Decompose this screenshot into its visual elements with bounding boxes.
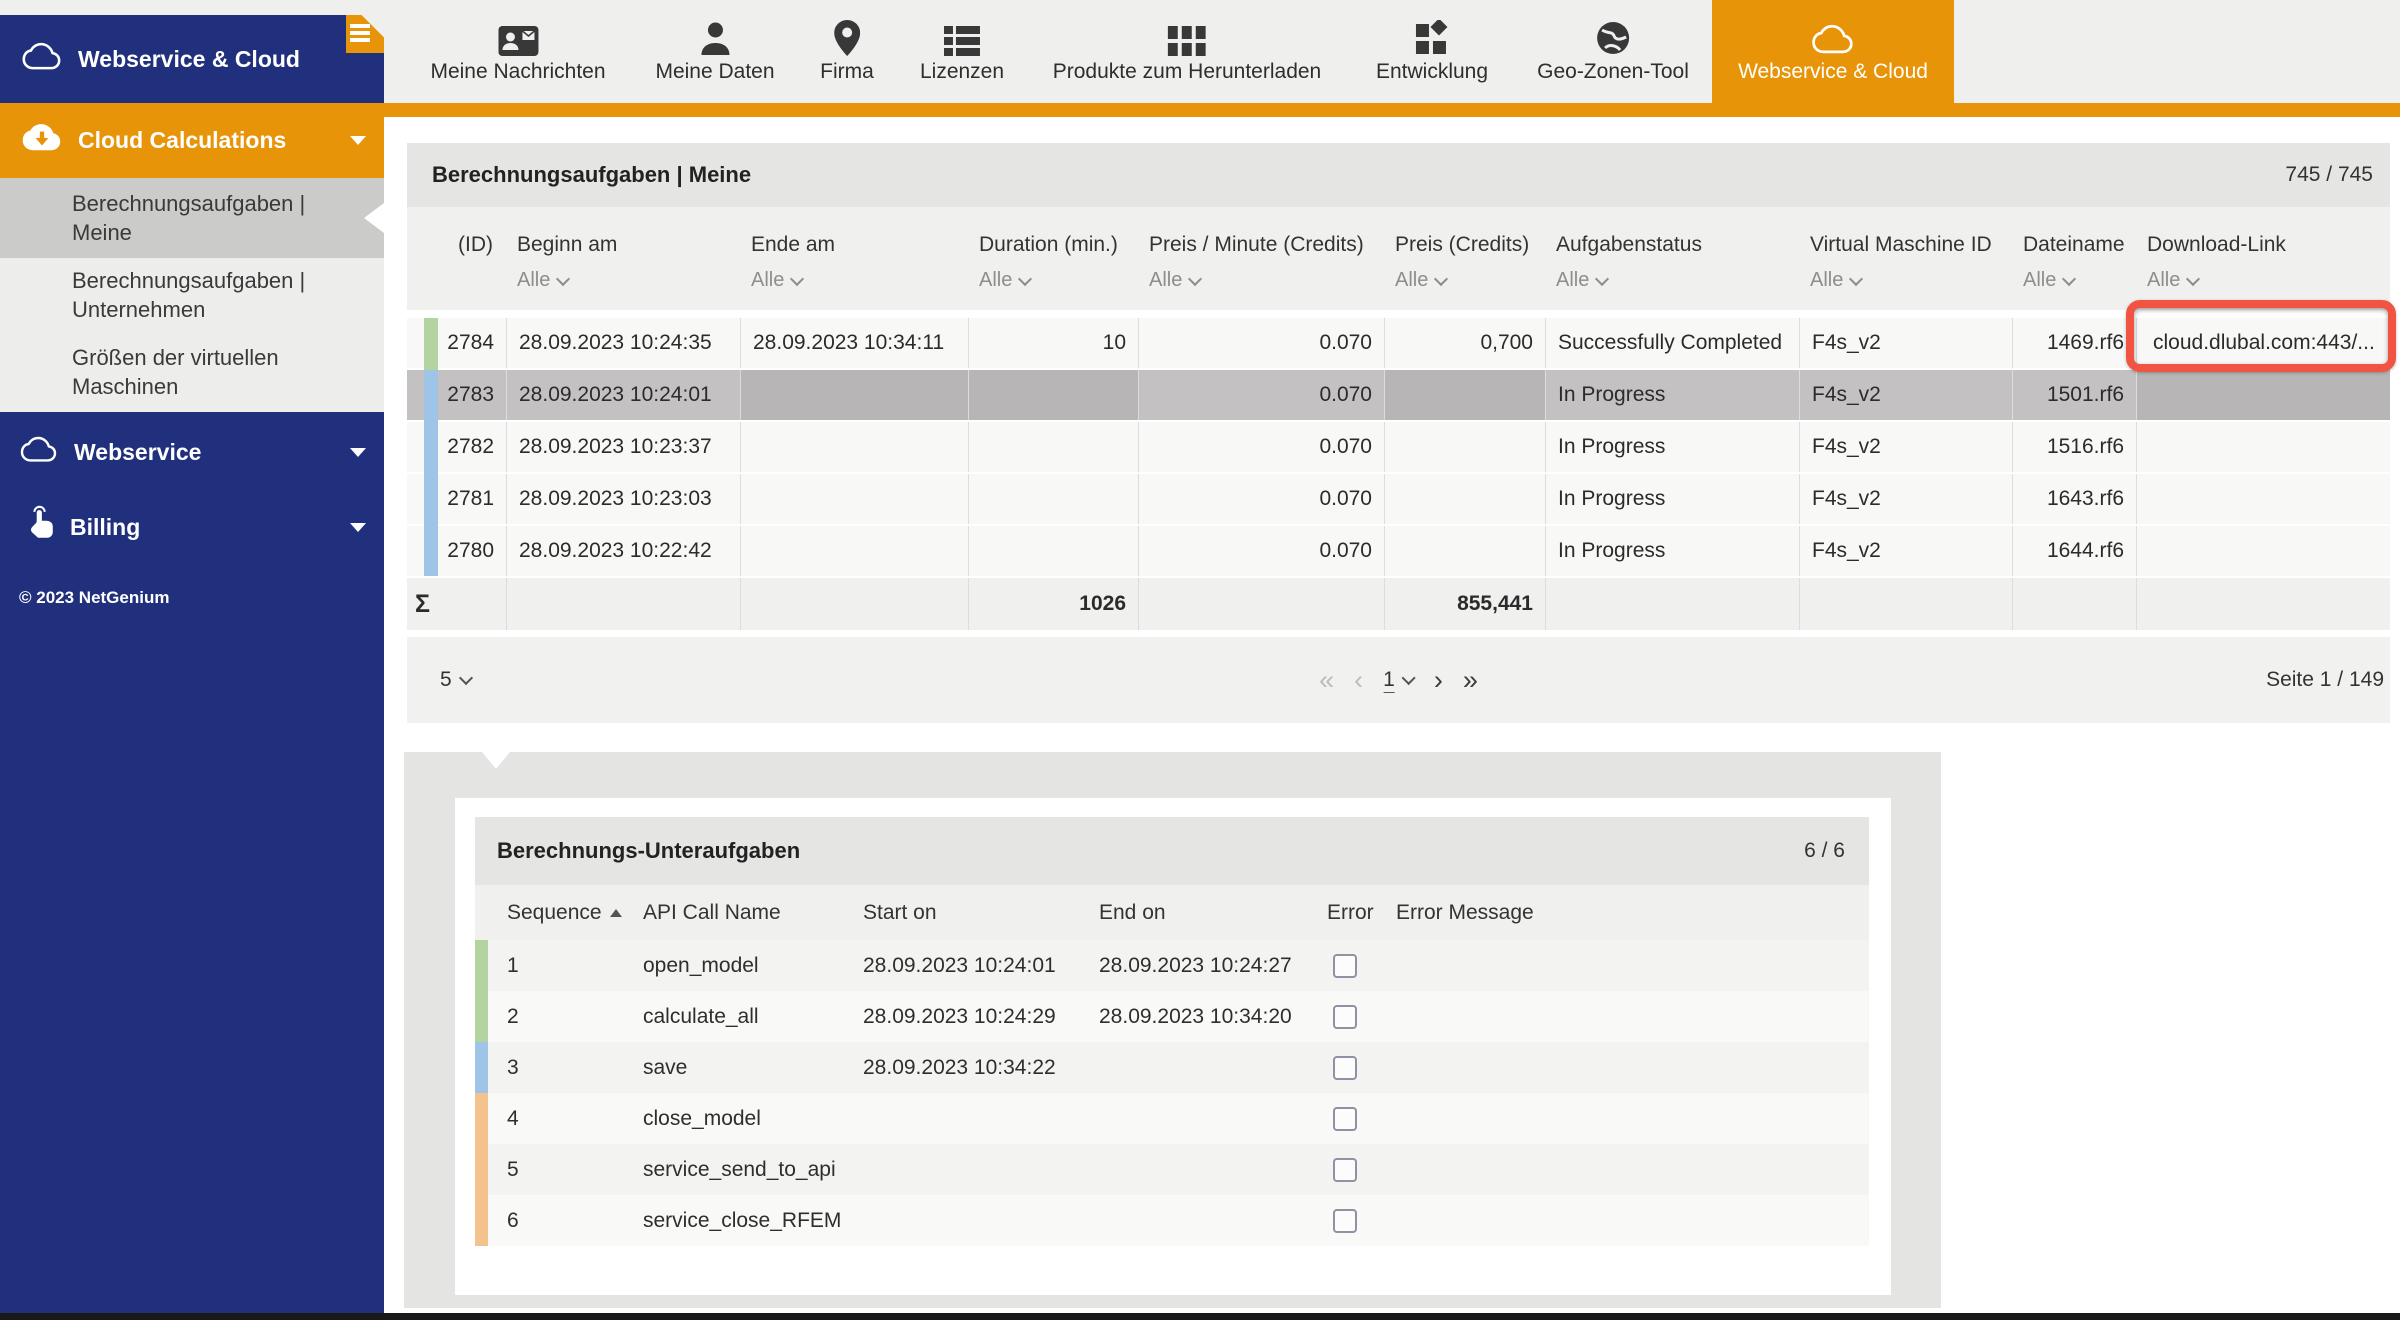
cell-begin: 28.09.2023 10:24:01: [507, 370, 741, 420]
error-checkbox[interactable]: [1333, 1209, 1357, 1233]
sidebar-top-gap: [0, 0, 384, 15]
column-header[interactable]: API Call Name: [643, 901, 781, 924]
filter-dropdown[interactable]: Alle: [2023, 269, 2137, 292]
cell-begin: 28.09.2023 10:22:42: [507, 526, 741, 576]
cell-sequence: 3: [507, 1056, 519, 1079]
nav-item-entwicklung[interactable]: [1376, 12, 1488, 84]
cell-error-message: [1396, 991, 1869, 1042]
table-row[interactable]: [407, 474, 2390, 524]
column-header: Duration (min.): [979, 233, 1118, 256]
nav-item-lizenzen[interactable]: [920, 12, 1004, 84]
sidebar-item-label-line1: Berechnungsaufgaben |: [72, 268, 306, 293]
cell-duration: [969, 422, 1139, 472]
prev-page-button[interactable]: ‹: [1354, 664, 1364, 695]
cell-duration: [969, 474, 1139, 524]
column-header: Virtual Maschine ID: [1810, 233, 1992, 256]
sidebar-item-label: Cloud Calculations: [78, 127, 287, 153]
cell-start-on: 28.09.2023 10:34:22: [863, 1056, 1056, 1079]
chevron-down-icon: [1018, 271, 1032, 285]
sidebar-item-billing[interactable]: [0, 493, 384, 561]
subtasks-panel: [404, 752, 1941, 1308]
column-header: Beginn am: [517, 233, 618, 256]
cell-filename: 1501.rf6: [2013, 370, 2137, 420]
filter-dropdown[interactable]: Alle: [751, 269, 969, 292]
sidebar-item-cloud-calculations[interactable]: [0, 103, 384, 178]
column-header: (ID): [458, 233, 493, 256]
widgets-icon: [1376, 12, 1488, 56]
cloud-icon: [20, 436, 58, 469]
cell-status: In Progress: [1546, 526, 1800, 576]
error-checkbox[interactable]: [1333, 1107, 1357, 1131]
row-status-bar: [424, 422, 438, 474]
subtable-count: 6 / 6: [1804, 839, 1845, 862]
list-item[interactable]: [475, 940, 1869, 991]
sum-sigma: Σ: [407, 578, 507, 630]
cell-price: [1385, 422, 1546, 472]
cell-price: [1385, 370, 1546, 420]
hand-pointer-icon: [26, 505, 54, 550]
sidebar: [0, 15, 384, 1313]
nav-label: Geo-Zonen-Tool: [1537, 60, 1689, 83]
cell-api-call: service_close_RFEM: [643, 1209, 842, 1232]
nav-label: Meine Daten: [655, 60, 775, 83]
cell-begin: 28.09.2023 10:23:03: [507, 474, 741, 524]
column-header: Preis / Minute (Credits): [1149, 233, 1364, 256]
cell-end-on: [1099, 1144, 1327, 1195]
next-page-button[interactable]: ›: [1433, 664, 1443, 695]
cell-id: 2783: [407, 370, 507, 420]
error-checkbox[interactable]: [1333, 954, 1357, 978]
cell-begin: 28.09.2023 10:24:35: [507, 318, 741, 368]
cell-end: [741, 370, 969, 420]
cell-sequence: 6: [507, 1209, 519, 1232]
filter-dropdown[interactable]: Alle: [1395, 269, 1546, 292]
chevron-down-icon: [2062, 271, 2076, 285]
chevron-down-icon: [1402, 671, 1416, 685]
column-header[interactable]: Error Message: [1396, 901, 1534, 924]
page-size-value: 5: [440, 668, 452, 691]
cell-sequence: 2: [507, 1005, 519, 1028]
main-table-count: 745 / 745: [2285, 163, 2373, 186]
list-item[interactable]: [475, 1144, 1869, 1195]
list-item[interactable]: [475, 1042, 1869, 1093]
cell-status: In Progress: [1546, 474, 1800, 524]
table-row[interactable]: [407, 526, 2390, 576]
nav-item-produkte[interactable]: [1053, 12, 1321, 84]
sidebar-item-label: Billing: [70, 513, 141, 540]
sidebar-item-groessen-virtuelle-maschinen[interactable]: [0, 332, 384, 412]
cell-end-on: [1099, 1042, 1327, 1093]
cell-duration: [969, 526, 1139, 576]
cell-vm-id: F4s_v2: [1800, 526, 2013, 576]
list-item[interactable]: [475, 1195, 1869, 1246]
sort-ascending-icon: [610, 909, 622, 917]
subtasks-card: [455, 798, 1891, 1295]
nav-tab-webservice-cloud-active[interactable]: [1712, 0, 1954, 103]
row-status-bar: [424, 526, 438, 576]
subtable-title: Berechnungs-Unteraufgaben: [497, 838, 801, 863]
cell-vm-id: F4s_v2: [1800, 474, 2013, 524]
cell-duration: 10: [969, 318, 1139, 368]
cell-start-on: 28.09.2023 10:24:01: [863, 954, 1056, 977]
sidebar-item-label-line1: Berechnungsaufgaben |: [72, 191, 306, 216]
sidebar-item-label-line2: Maschinen: [72, 374, 179, 399]
column-header: Dateiname: [2023, 233, 2125, 256]
list-item[interactable]: [475, 991, 1869, 1042]
cell-price: 0,700: [1385, 318, 1546, 368]
nav-label: Firma: [820, 60, 874, 83]
cell-download-link: [2137, 422, 2390, 472]
cell-end: [741, 422, 969, 472]
nav-item-firma[interactable]: [820, 12, 874, 84]
cloud-icon: [22, 42, 62, 77]
error-checkbox[interactable]: [1333, 1056, 1357, 1080]
cell-status: Successfully Completed: [1546, 318, 1800, 368]
error-checkbox[interactable]: [1333, 1158, 1357, 1182]
copyright-text: © 2023 NetGenium: [19, 588, 170, 607]
contact-card-icon: [430, 12, 605, 56]
cell-filename: 1643.rf6: [2013, 474, 2137, 524]
row-status-bar: [424, 318, 438, 370]
cell-vm-id: F4s_v2: [1800, 318, 2013, 368]
cell-start-on: [863, 1144, 1099, 1195]
cell-end: [741, 526, 969, 576]
row-status-bar: [475, 1042, 488, 1093]
page-status-text: Seite 1 / 149: [2266, 668, 2384, 691]
filter-dropdown[interactable]: Alle: [2147, 269, 2390, 292]
cell-id: 2784: [407, 318, 507, 368]
chevron-down-icon: [790, 271, 804, 285]
row-status-bar: [475, 991, 488, 1042]
sidebar-item-webservice[interactable]: [0, 418, 384, 486]
cell-end-on: [1099, 1093, 1327, 1144]
chevron-down-icon: [1434, 271, 1448, 285]
cell-api-call: save: [643, 1056, 688, 1079]
table-sum-row: [407, 578, 2390, 630]
sidebar-item-berechnungsaufgaben-meine[interactable]: [0, 178, 384, 258]
first-page-button[interactable]: «: [1319, 664, 1335, 695]
page-size-dropdown[interactable]: [440, 668, 471, 692]
column-header: Preis (Credits): [1395, 233, 1530, 256]
sum-price: 855,441: [1385, 578, 1546, 630]
table-row-selected[interactable]: [407, 370, 2390, 420]
cell-sequence: 1: [507, 954, 519, 977]
sidebar-item-label: Webservice: [74, 438, 202, 465]
column-header-sequence[interactable]: Sequence: [488, 885, 643, 940]
chevron-down-icon: [1188, 271, 1202, 285]
grid-icon: [1053, 12, 1321, 56]
filter-dropdown[interactable]: Alle: [517, 269, 741, 292]
row-status-bar: [424, 474, 438, 526]
cell-id: 2781: [407, 474, 507, 524]
chevron-down-icon: [2186, 271, 2200, 285]
chevron-down-icon: [1595, 271, 1609, 285]
sum-duration: 1026: [969, 578, 1139, 630]
cell-error-message: [1396, 1093, 1869, 1144]
subtable-rows: [475, 940, 1869, 1246]
cell-api-call: service_send_to_api: [643, 1158, 836, 1181]
nav-label: Meine Nachrichten: [430, 60, 606, 83]
chevron-down-icon: [459, 671, 473, 685]
cell-download-link: [2137, 370, 2390, 420]
cell-begin: 28.09.2023 10:23:37: [507, 422, 741, 472]
error-checkbox[interactable]: [1333, 1005, 1357, 1029]
cell-price: [1385, 526, 1546, 576]
sidebar-item-label-line2: Unternehmen: [72, 297, 206, 322]
cell-filename: 1469.rf6: [2013, 318, 2137, 368]
sidebar-item-label-line2: Meine: [72, 220, 132, 245]
cell-id: 2780: [407, 526, 507, 576]
cell-api-call: calculate_all: [643, 1005, 759, 1028]
row-status-bar: [424, 370, 438, 422]
subtable-column-headers: [475, 885, 1869, 940]
cell-end-on: 28.09.2023 10:24:27: [1099, 954, 1292, 977]
filter-dropdown[interactable]: Alle: [1149, 269, 1385, 292]
column-header: Aufgabenstatus: [1556, 233, 1702, 256]
column-header: Download-Link: [2147, 233, 2286, 256]
row-status-bar: [475, 1195, 488, 1246]
main-table-title: Berechnungsaufgaben | Meine: [432, 162, 752, 187]
main-table-titlebar: [407, 143, 2390, 207]
current-page-number: 1: [1383, 667, 1395, 691]
cell-end: 28.09.2023 10:34:11: [741, 318, 969, 368]
cloud-download-icon: [22, 123, 62, 158]
cell-end-on: 28.09.2023 10:34:20: [1099, 1005, 1292, 1028]
chevron-down-icon: [350, 523, 366, 532]
main-table-card: [407, 143, 2390, 630]
chevron-down-icon: [350, 448, 366, 457]
cell-api-call: close_model: [643, 1107, 761, 1130]
nav-label: Produkte zum Herunterladen: [1052, 60, 1322, 83]
cell-price-per-min: 0.070: [1139, 422, 1385, 472]
cloud-icon: [1712, 12, 1954, 56]
cell-price: [1385, 474, 1546, 524]
cell-duration: [969, 370, 1139, 420]
cell-error-message: [1396, 1042, 1869, 1093]
column-header: Ende am: [751, 233, 836, 256]
nav-label: Lizenzen: [919, 60, 1005, 83]
cell-error-message: [1396, 940, 1869, 991]
sidebar-header: [0, 15, 384, 103]
filter-dropdown[interactable]: Alle: [979, 269, 1139, 292]
cell-id: 2782: [407, 422, 507, 472]
globe-icon: [1537, 12, 1689, 56]
chevron-down-icon: [1849, 271, 1863, 285]
map-pin-icon: [820, 12, 874, 56]
nav-item-meine-nachrichten[interactable]: [430, 12, 605, 84]
cell-error-message: [1396, 1144, 1869, 1195]
cell-download-link: [2137, 526, 2390, 576]
window-bottom-edge: [0, 1313, 2400, 1320]
column-header[interactable]: End on: [1099, 901, 1166, 924]
cell-sequence: 5: [507, 1158, 519, 1181]
chevron-down-icon: [350, 136, 366, 145]
cell-status: In Progress: [1546, 370, 1800, 420]
cell-price-per-min: 0.070: [1139, 318, 1385, 368]
cell-api-call: open_model: [643, 954, 759, 977]
row-status-bar: [475, 940, 488, 991]
list-item[interactable]: [475, 1093, 1869, 1144]
cell-end-on: [1099, 1195, 1327, 1246]
cell-start-on: [863, 1195, 1099, 1246]
cell-price-per-min: 0.070: [1139, 526, 1385, 576]
filter-dropdown[interactable]: Alle: [1556, 269, 1800, 292]
cell-filename: 1516.rf6: [2013, 422, 2137, 472]
column-header[interactable]: Start on: [863, 901, 937, 924]
cell-vm-id: F4s_v2: [1800, 370, 2013, 420]
list-icon: [920, 12, 1004, 56]
chevron-down-icon: [556, 271, 570, 285]
nav-label: Entwicklung: [1375, 60, 1489, 83]
sidebar-header-label: Webservice & Cloud: [78, 45, 300, 72]
cell-price-per-min: 0.070: [1139, 474, 1385, 524]
cell-error-message: [1396, 1195, 1869, 1246]
person-icon: [655, 12, 774, 56]
cell-download-link: [2137, 474, 2390, 524]
cell-start-on: 28.09.2023 10:24:29: [863, 1005, 1056, 1028]
panel-notch: [482, 752, 510, 769]
sidebar-item-label-line1: Größen der virtuellen: [72, 345, 279, 370]
cell-vm-id: F4s_v2: [1800, 422, 2013, 472]
subtable-titlebar: [475, 817, 1869, 885]
nav-item-meine-daten[interactable]: [655, 12, 774, 84]
row-status-bar: [475, 1144, 488, 1195]
cell-sequence: 4: [507, 1107, 519, 1130]
column-header[interactable]: Error: [1327, 901, 1374, 924]
top-navigation: [384, 0, 2400, 103]
nav-item-geo-zonen-tool[interactable]: [1537, 12, 1689, 84]
cell-status: In Progress: [1546, 422, 1800, 472]
row-status-bar: [475, 1093, 488, 1144]
cell-download-link[interactable]: cloud.dlubal.com:443/...: [2153, 331, 2375, 354]
last-page-button[interactable]: »: [1462, 664, 1478, 695]
filter-dropdown[interactable]: Alle: [1810, 269, 2013, 292]
cell-start-on: [863, 1093, 1099, 1144]
selected-item-notch: [364, 203, 384, 233]
cell-filename: 1644.rf6: [2013, 526, 2137, 576]
main-table-column-headers: [407, 207, 2390, 310]
cell-price-per-min: 0.070: [1139, 370, 1385, 420]
pagination-bar: [407, 637, 2390, 723]
current-page-dropdown[interactable]: [1383, 668, 1414, 693]
cell-end: [741, 474, 969, 524]
sidebar-item-berechnungsaufgaben-unternehmen[interactable]: [0, 258, 384, 332]
table-row[interactable]: [407, 318, 2390, 368]
table-row[interactable]: [407, 422, 2390, 472]
nav-label: Webservice & Cloud: [1738, 60, 1928, 83]
